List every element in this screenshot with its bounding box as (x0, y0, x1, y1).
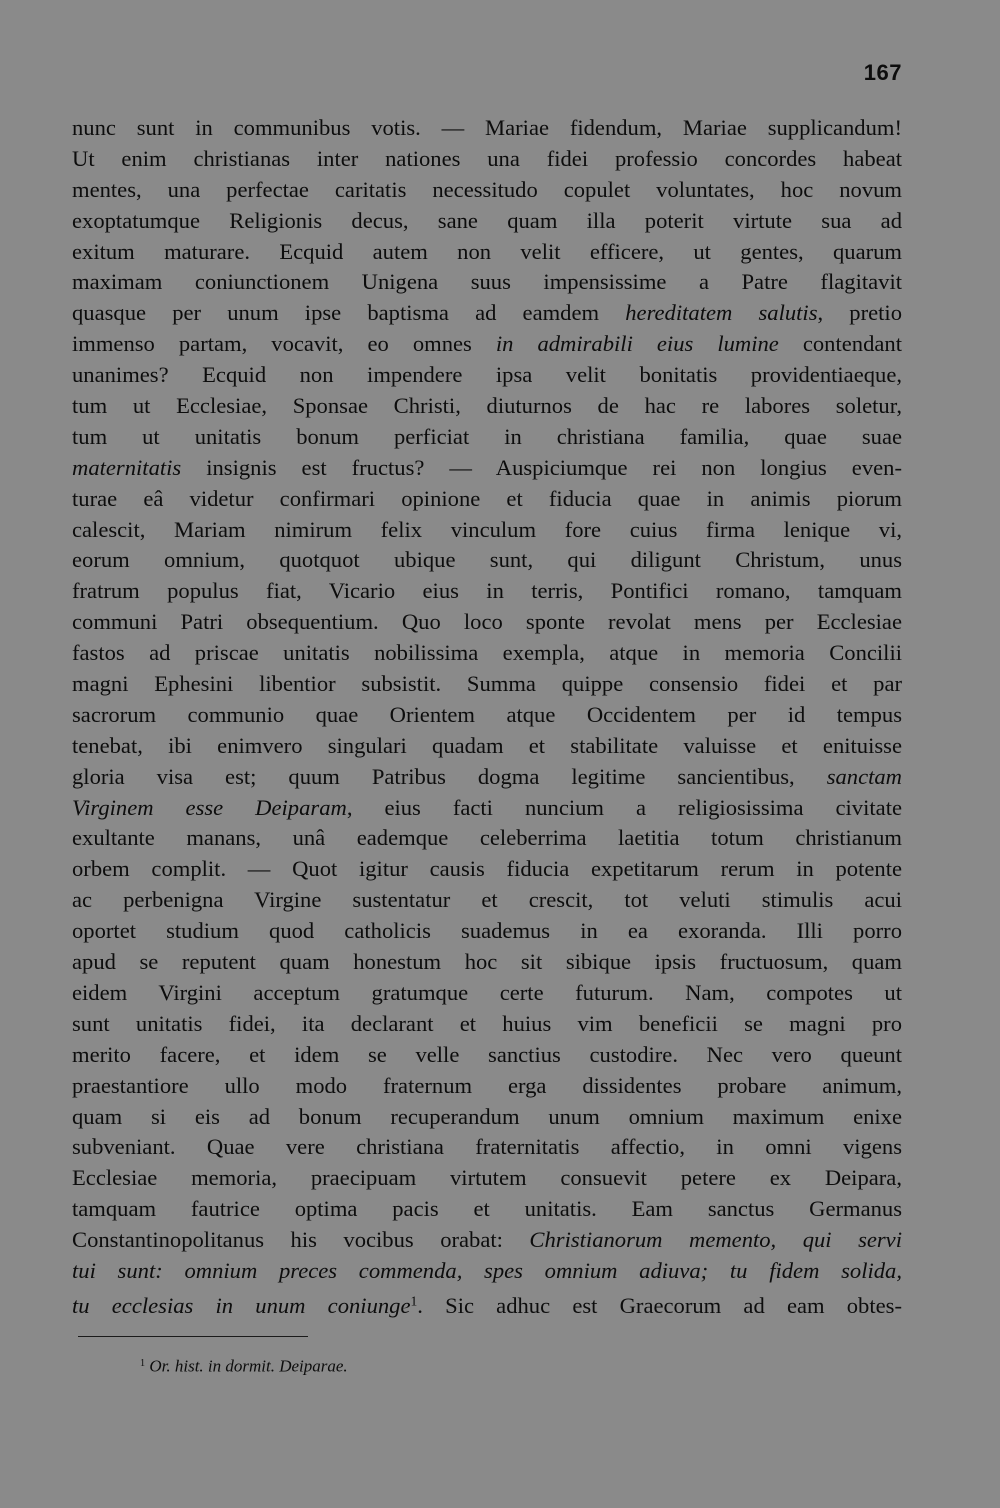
text-line (72, 206, 902, 237)
text-line (72, 916, 902, 947)
italic-run: sanctam (826, 763, 902, 789)
text-run: gloria visa est; quum Patribus dogma legitime sancientibus, (72, 763, 827, 789)
text-line (72, 545, 902, 576)
text-line (72, 113, 902, 144)
text-line (72, 144, 902, 175)
text-line (72, 329, 902, 360)
text-run: tamquam fautrice optima pacis et unitatis. Eam sanctus Germanus (72, 1196, 902, 1222)
text-run: quasque per unum ipse baptisma ad eamdem (72, 300, 626, 326)
text-line (72, 1040, 902, 1071)
text-line (72, 484, 902, 515)
text-line (72, 669, 902, 700)
text-line (72, 762, 902, 793)
text-line (72, 1163, 902, 1194)
text-line (72, 1287, 902, 1318)
text-line (72, 422, 902, 453)
text-line (72, 576, 902, 607)
text-line (72, 1009, 902, 1040)
text-run: oportet studium quod catholicis suademus in ea exoranda. Illi porro (72, 918, 902, 944)
text-run: orbem complit. — Quot igitur causis fiducia expetitarum rerum in potente (72, 856, 902, 882)
text-run: Ecclesiae memoria, praecipuam virtutem consuevit petere ex Deipara, (72, 1165, 902, 1191)
text-run: ac perbenigna Virgine sustentatur et crescit, tot veluti stimulis acui (72, 887, 902, 913)
text-run: unanimes? Ecquid non impendere ipsa velit bonitatis providentiaeque, (72, 362, 902, 388)
text-run: sunt unitatis fidei, ita declarant et huius vim beneficii se magni pro (72, 1010, 902, 1036)
footnote-divider (78, 1336, 308, 1337)
text-line (72, 700, 902, 731)
text-run: fratrum populus fiat, Vicario eius in terris, Pontifici romano, tamquam (72, 578, 902, 604)
text-run: insignis est fructus? — Auspiciumque rei non longius even- (181, 454, 902, 480)
text-line (72, 978, 902, 1009)
text-run: exitum maturare. Ecquid autem non velit efficere, ut gentes, quarum (72, 238, 902, 264)
text-line (72, 237, 902, 268)
text-line (72, 947, 902, 978)
page-number: 167 (863, 60, 902, 85)
text-line (72, 1256, 902, 1287)
text-line (72, 1071, 902, 1102)
text-run: communi Patri obsequentium. Quo loco sponte revolat mens per Ecclesiae (72, 609, 902, 635)
italic-run: in admirabili eius lumine (495, 331, 779, 357)
text-run: , eius facti nuncium a religiosissima civitate (346, 794, 902, 820)
text-line (72, 1194, 902, 1225)
text-line (72, 793, 902, 824)
text-run: . Sic adhuc est Graecorum ad eam obtes- (417, 1293, 902, 1319)
text-run: fastos ad priscae unitatis nobilissima exempla, atque in memoria Concilii (72, 640, 902, 666)
text-line (72, 453, 902, 484)
text-run: contendant (778, 331, 902, 357)
text-run: Constantinopolitanus his vocibus orabat: (72, 1227, 530, 1253)
text-run: sacrorum communio quae Orientem atque Occidentem per id tempus (72, 701, 902, 727)
text-run: eorum omnium, quotquot ubique sunt, qui diligunt Christum, unus (72, 547, 902, 573)
footnote-reference: 1 (410, 1293, 418, 1309)
text-run: maximam coniunctionem Unigena suus impensissime a Patre flagitavit (72, 269, 902, 295)
italic-run: tui sunt: omnium preces commenda, spes omnium adiuva; tu fidem solida, (72, 1257, 902, 1283)
text-line (72, 1132, 902, 1163)
text-run: quam si eis ad bonum recuperandum unum omnium maximum enixe (72, 1103, 902, 1129)
text-line (72, 267, 902, 298)
body-text (72, 113, 902, 1318)
text-line (72, 823, 902, 854)
italic-run: Virginem esse Deiparam (72, 794, 347, 820)
italic-run: Christianorum memento, qui servi (529, 1227, 902, 1253)
footnote-text: Or. hist. in dormit. Deiparae. (149, 1356, 348, 1376)
text-line (72, 731, 902, 762)
text-run: Ut enim christianas inter nationes una fidei professio concordes habeat (72, 145, 902, 171)
text-run: nunc sunt in communibus votis. — Mariae fidendum, Mariae supplicandum! (72, 115, 902, 140)
text-line (72, 1225, 902, 1256)
footnote-marker: 1 (140, 1358, 146, 1369)
text-run: eidem Virgini acceptum gratumque certe futurum. Nam, compotes ut (72, 979, 902, 1005)
text-line (72, 885, 902, 916)
text-run: subveniant. Quae vere christiana fraternitatis affectio, in omni vigens (72, 1134, 902, 1160)
text-run: merito facere, et idem se velle sanctius custodire. Nec vero queunt (72, 1041, 902, 1067)
text-run: tenebat, ibi enimvero singulari quadam et stabilitate valuisse et enituisse (72, 732, 902, 758)
text-line (72, 175, 902, 206)
text-line (72, 360, 902, 391)
text-line (72, 298, 902, 329)
footnote (140, 1352, 348, 1379)
text-run: apud se reputent quam honestum hoc sit sibique ipsis fructuosum, quam (72, 949, 902, 975)
italic-run: maternitatis (72, 454, 182, 480)
text-line (72, 391, 902, 422)
text-line (72, 607, 902, 638)
text-run: exultante manans, unâ eademque celeberrima laetitia totum christianum (72, 825, 902, 851)
text-line (72, 1102, 902, 1133)
text-line (72, 854, 902, 885)
text-line (72, 638, 902, 669)
text-run: calescit, Mariam nimirum felix vinculum fore cuius firma lenique vi, (72, 516, 902, 542)
text-run: turae eâ videtur confirmari opinione et fiducia quae in animis piorum (72, 485, 902, 511)
text-run: immenso partam, vocavit, eo omnes (72, 331, 496, 357)
text-run: tum ut Ecclesiae, Sponsae Christi, diuturnos de hac re labores soletur, (72, 393, 902, 419)
text-run: praestantiore ullo modo fraternum erga dissidentes probare animum, (72, 1072, 902, 1098)
text-line (72, 515, 902, 546)
text-run: exoptatumque Religionis decus, sane quam illa poterit virtute sua ad (72, 207, 902, 233)
text-run: tum ut unitatis bonum perficiat in christiana familia, quae suae (72, 423, 902, 449)
text-run: mentes, una perfectae caritatis necessitudo copulet voluntates, hoc novum (72, 176, 902, 202)
italic-run: tu ecclesias in unum coniunge (72, 1293, 411, 1319)
text-run: magni Ephesini libentior subsistit. Summa quippe consensio fidei et par (72, 671, 902, 697)
text-run: , pretio (817, 300, 903, 326)
italic-run: hereditatem salutis (625, 300, 818, 326)
